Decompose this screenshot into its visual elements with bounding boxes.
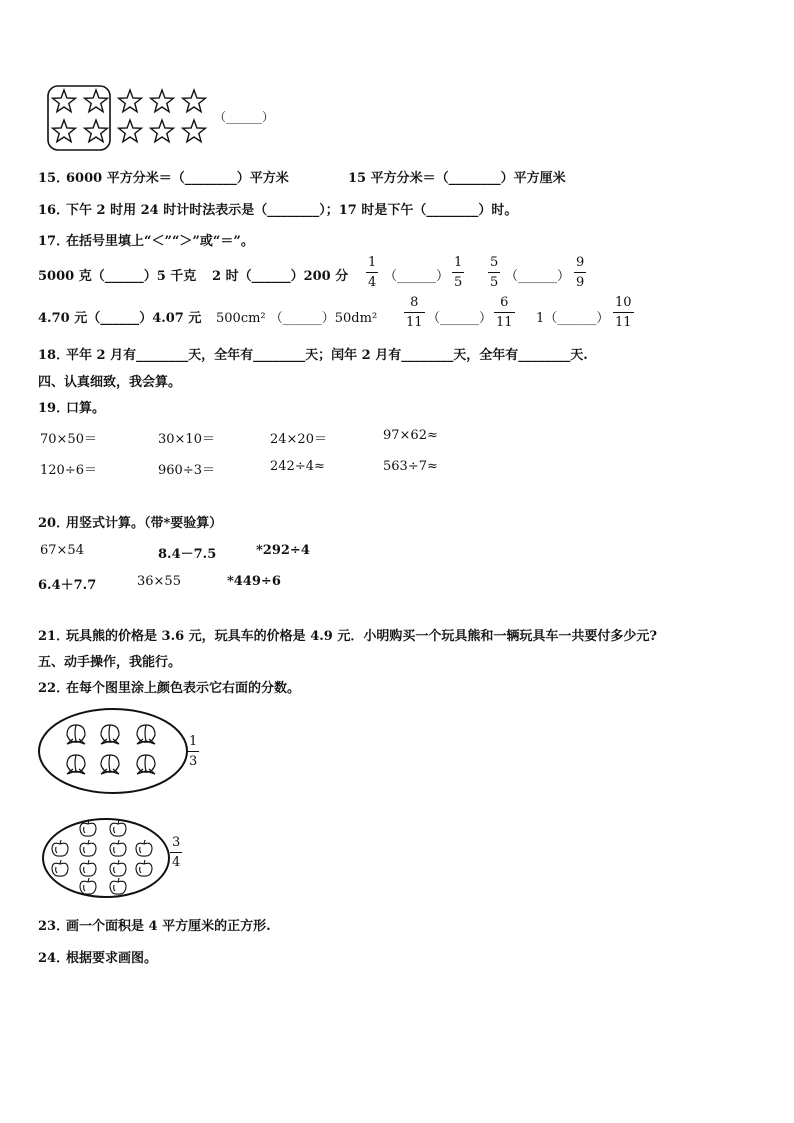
section-4-heading: 四、认真细致，我会算。 (38, 375, 182, 390)
q17-row1-a: 5000 克（______）5 千克 (38, 269, 197, 284)
q18-text: 平年 2 月有________天，全年有________天；闰年 2 月有________天，全年有________天. (66, 348, 588, 363)
q22-text: 在每个图里涂上颜色表示它右面的分数。 (66, 681, 301, 696)
apple-icon (80, 878, 96, 894)
q19-item-4: 97×62≈ (383, 428, 438, 443)
apple-icon (52, 840, 68, 856)
q15-number: 15． (38, 171, 70, 186)
apple-icon (80, 840, 96, 856)
q20-item-2: 8.4－7.5 (158, 547, 217, 562)
q20-item-3: *292÷4 (256, 543, 310, 558)
apple-icon (136, 860, 152, 876)
q21-number: 21． (38, 629, 70, 644)
q17-row2-d-blank[interactable]: 1（______） (536, 311, 610, 326)
q20-item-6: *449÷6 (227, 574, 281, 589)
star-icon (119, 120, 142, 142)
apple-icon (136, 840, 152, 856)
fraction-10-11: 10 11 (615, 295, 632, 330)
q19-item-7: 242÷4≈ (270, 459, 325, 474)
section-5-heading: 五、动手操作，我能行。 (38, 655, 182, 670)
q17-text: 在括号里填上“＜”“＞”或“＝”。 (66, 234, 254, 249)
star-icon (53, 90, 76, 112)
q16-text: 下午 2 时用 24 时计时法表示是（________）；17 时是下午（________）时。 (66, 203, 518, 218)
apple-icon (110, 860, 126, 876)
q20-item-5: 36×55 (137, 574, 181, 589)
fraction-5-5: 5 5 (490, 255, 499, 290)
q19-item-1: 70×50＝ (40, 432, 97, 447)
q19-item-6: 960÷3＝ (158, 463, 215, 478)
fraction-6-11: 6 11 (496, 295, 513, 330)
q20-item-4: 6.4＋7.7 (38, 578, 97, 593)
star-icon (151, 90, 174, 112)
q22-number: 22． (38, 681, 70, 696)
q23-number: 23． (38, 919, 70, 934)
q17-row1-b: 2 时（______）200 分 (212, 269, 349, 284)
q17-row1-c-blank[interactable]: （______） (384, 269, 450, 284)
q19-item-8: 563÷7≈ (383, 459, 438, 474)
fraction-9-9: 9 9 (576, 255, 585, 290)
q16-number: 16． (38, 203, 70, 218)
q17-row2-c-blank[interactable]: （______） (427, 311, 493, 326)
q24-number: 24． (38, 951, 70, 966)
peach-icon (67, 755, 85, 774)
q21-text: 玩具熊的价格是 3.6 元，玩具车的价格是 4.9 元．小明购买一个玩具熊和一辆玩具车一共要付多少元? (66, 629, 657, 644)
q20-item-1: 67×54 (40, 543, 84, 558)
star-icon (183, 90, 206, 112)
fraction-1-5: 1 5 (454, 255, 463, 290)
star-icon (53, 120, 76, 142)
q17-row2-a: 4.70 元（______）4.07 元 (38, 311, 202, 326)
q15-part-a: 6000 平方分米＝（________）平方米 (66, 171, 289, 186)
q19-title: 口算。 (66, 401, 106, 416)
fraction-1-4: 1 4 (368, 255, 377, 290)
q22-fraction-3-4: 3 4 (172, 835, 181, 870)
star-icon (85, 90, 108, 112)
star-answer-blank[interactable]: （______） (214, 110, 275, 124)
peach-icon (67, 725, 85, 744)
stars-figure (44, 84, 214, 154)
peach-icon (101, 755, 119, 774)
oval-figure-peaches (36, 705, 192, 797)
star-icon (85, 120, 108, 142)
apple-icon (80, 860, 96, 876)
q19-item-2: 30×10＝ (158, 432, 215, 447)
apple-icon (110, 840, 126, 856)
star-icon (151, 120, 174, 142)
peach-icon (137, 725, 155, 744)
peach-icon (137, 755, 155, 774)
apple-icon (110, 878, 126, 894)
apple-icon (52, 860, 68, 876)
q22-fraction-1-3: 1 3 (189, 734, 198, 769)
q18-number: 18． (38, 348, 70, 363)
q19-item-3: 24×20＝ (270, 432, 327, 447)
star-icon (119, 90, 142, 112)
star-icon (183, 120, 206, 142)
peach-icon (101, 725, 119, 744)
q23-text: 画一个面积是 4 平方厘米的正方形. (66, 919, 271, 934)
apple-icon (110, 820, 126, 836)
q17-row2-b: 500cm² （______）50dm² (216, 311, 378, 326)
q19-number: 19． (38, 401, 70, 416)
q19-item-5: 120÷6＝ (40, 463, 97, 478)
q24-text: 根据要求画图。 (66, 951, 158, 966)
q17-row1-d-blank[interactable]: （______） (505, 269, 571, 284)
q20-number: 20． (38, 516, 70, 531)
q17-number: 17． (38, 234, 70, 249)
fraction-8-11: 8 11 (406, 295, 423, 330)
q15-part-b: 15 平方分米＝（________）平方厘米 (348, 171, 566, 186)
q20-title: 用竖式计算。（带*要验算） (66, 516, 223, 531)
oval-figure-apples (40, 815, 174, 901)
